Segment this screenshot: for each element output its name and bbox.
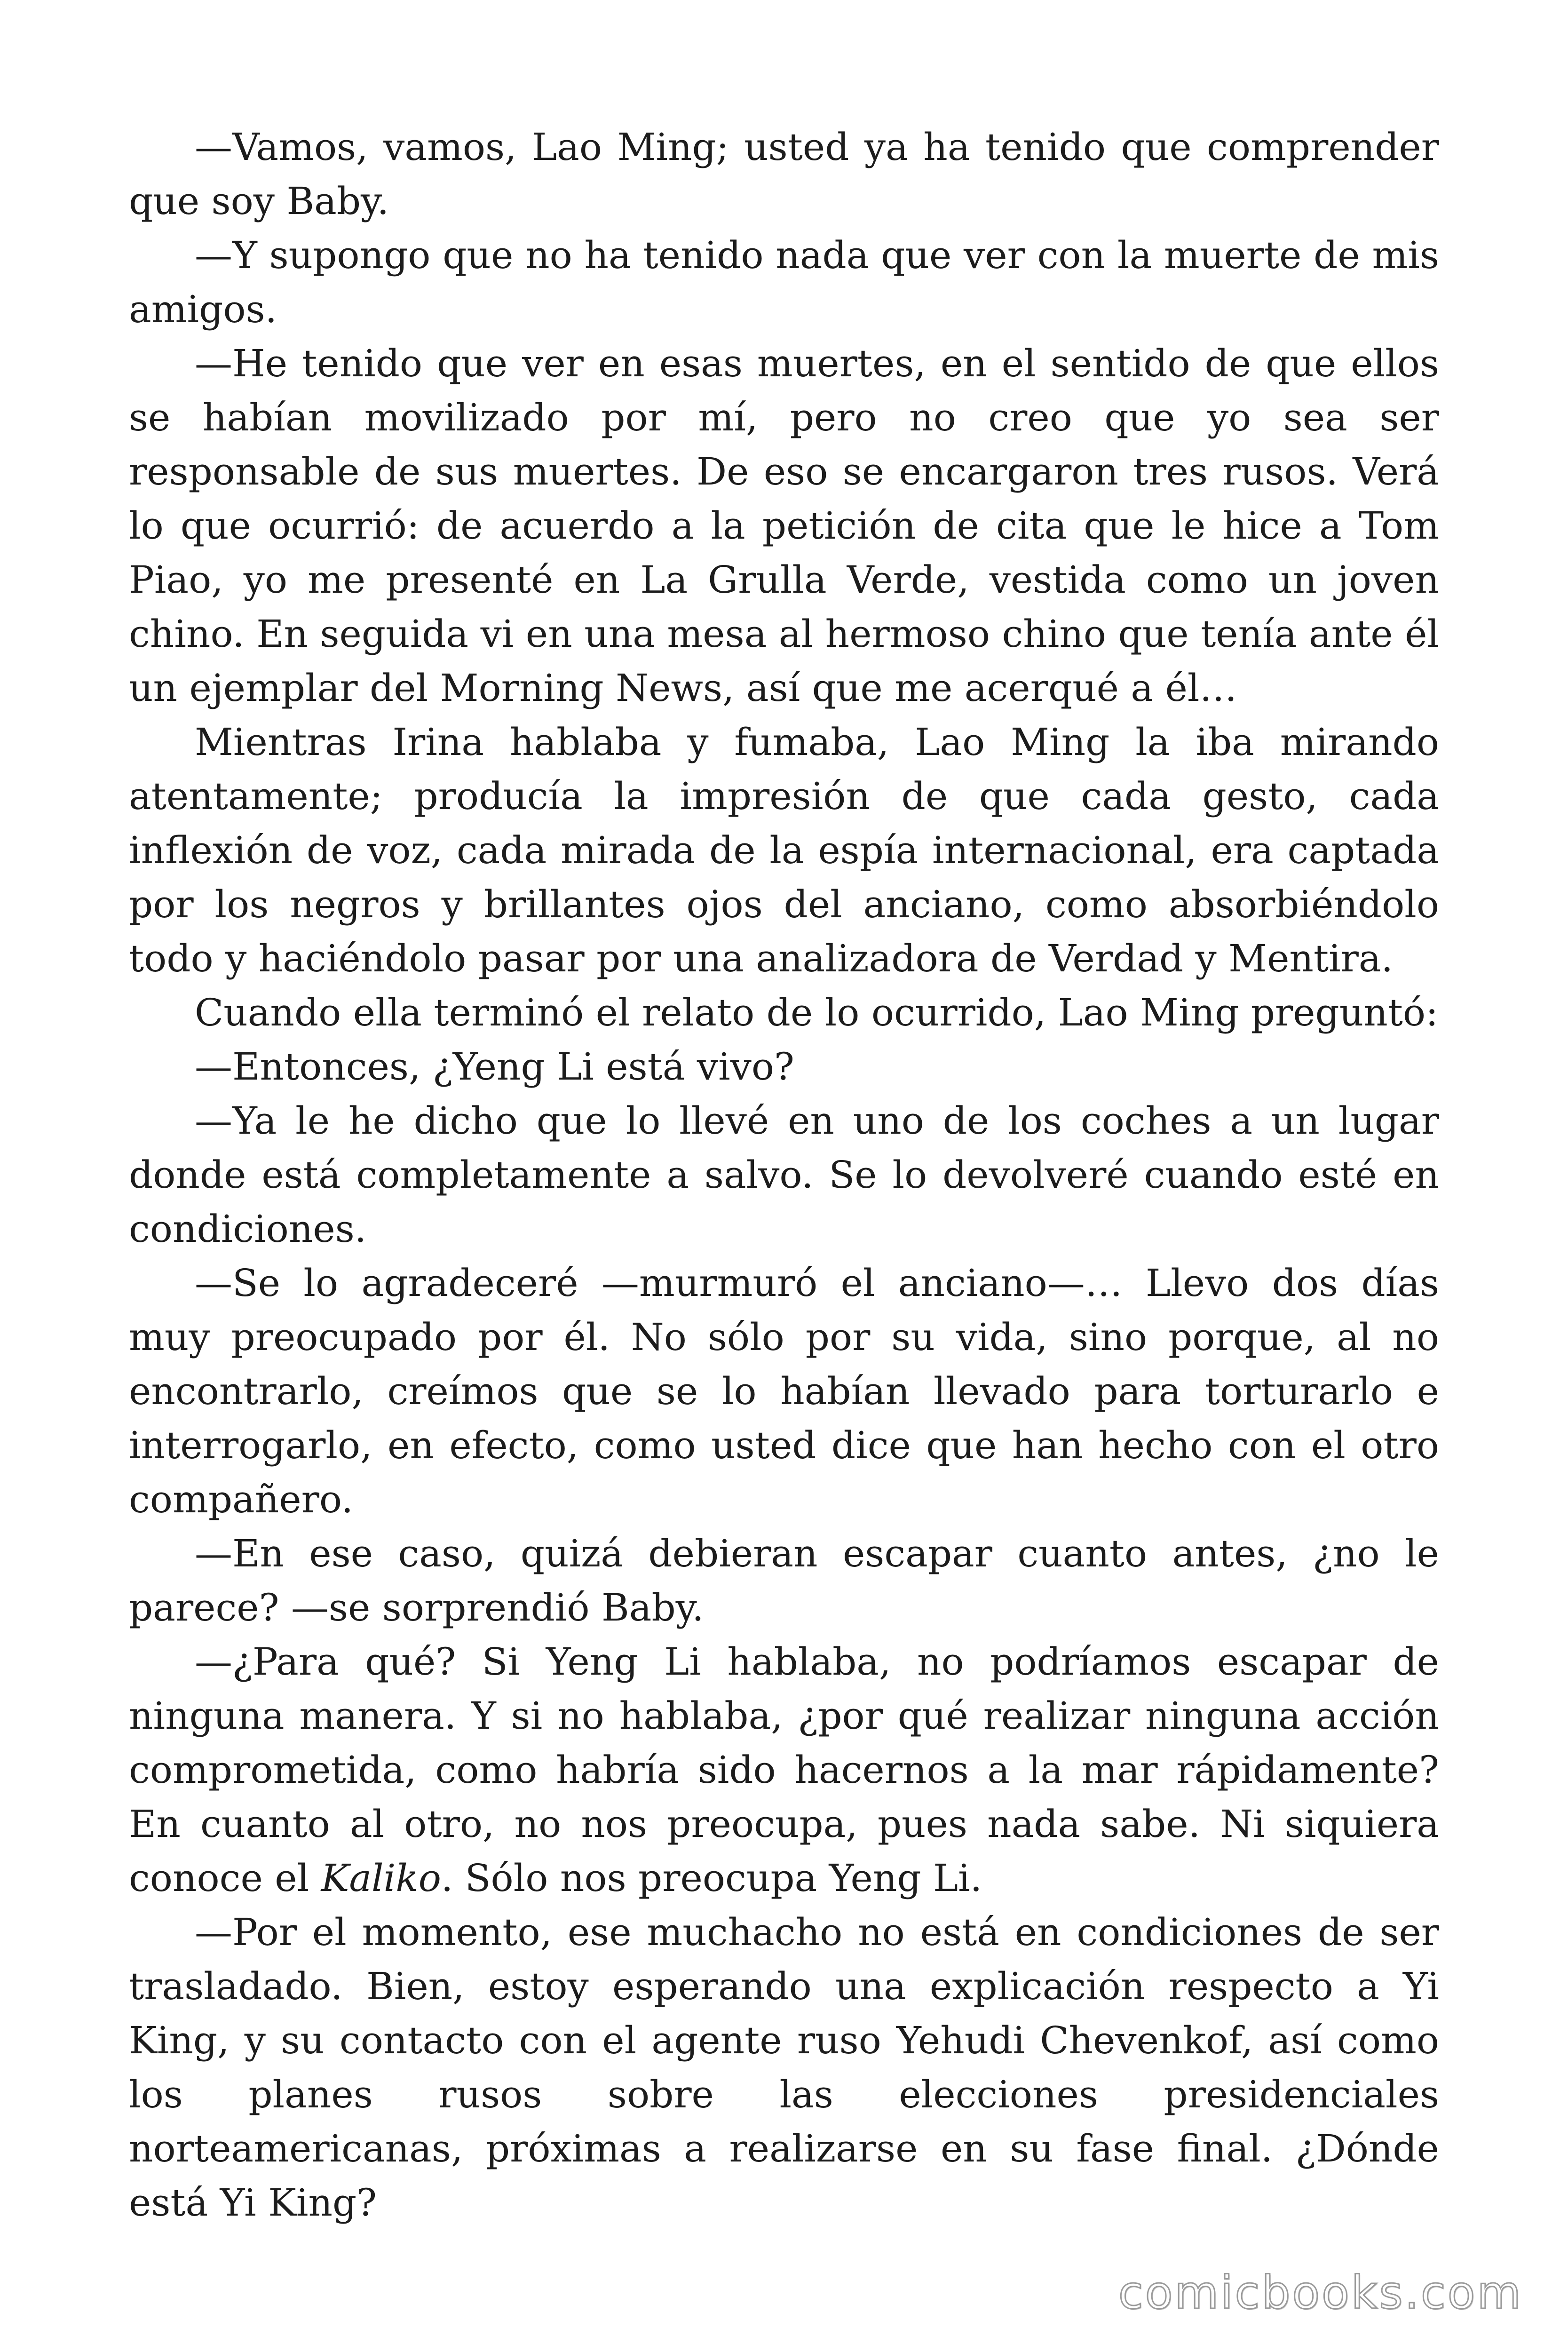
paragraph: —En ese caso, quizá debieran escapar cuanto antes, ¿no le parece? —se sorprendió Baby. <box>129 1532 1439 1629</box>
paragraph: —He tenido que ver en esas muertes, en el sentido de que ellos se habían movilizado por mí, pero no creo que yo sea ser responsable de sus muertes. De eso se encargaron tres rusos. Verá lo que ocurrió: de acuerdo a la petición de cita que le hice a Tom Piao, yo me presenté en La Grulla Verde, vestida como un joven chino. En seguida vi en una mesa al hermoso chino que tenía ante él un ejemplar del Morning News, así que me acerqué a él… <box>129 342 1439 710</box>
paragraph: —Ya le he dicho que lo llevé en uno de los coches a un lugar donde está completamente a salvo. Se lo devolveré cuando esté en condiciones. <box>129 1099 1439 1251</box>
paragraph <box>129 1635 1439 1905</box>
paragraph: —Y supongo que no ha tenido nada que ver con la muerte de mis amigos. <box>129 233 1439 331</box>
paragraph: Mientras Irina hablaba y fumaba, Lao Ming la iba mirando atentamente; producía la impresión de que cada gesto, cada inflexión de voz, cada mirada de la espía internacional, era captada por los negros y brillantes ojos del anciano, como absorbiéndolo todo y haciéndolo pasar por una analizadora de Verdad y Mentira. <box>129 720 1439 980</box>
paragraph: —Se lo agradeceré —murmuró el anciano—… Llevo dos días muy preocupado por él. No sólo por su vida, sino porque, al no encontrarlo, creímos que se lo habían llevado para torturarlo e interrogarlo, en efecto, como usted dice que han hecho con el otro compañero. <box>129 1261 1439 1521</box>
watermark-logo: comicbooks.com <box>1118 2266 1523 2319</box>
paragraph: —Por el momento, ese muchacho no está en condiciones de ser trasladado. Bien, estoy esperando una explicación respecto a Yi King, y su contacto con el agente ruso Yehudi Chevenkof, así como los planes rusos sobre las elecciones presidenciales norteamericanas, próximas a realizarse en su fase final. ¿Dónde está Yi King? <box>129 1910 1439 2225</box>
italic-ship-name: Kaliko <box>321 1856 441 1900</box>
paragraph: Cuando ella terminó el relato de lo ocurrido, Lao Ming preguntó: <box>195 991 1439 1034</box>
page-body-text <box>129 120 1439 2230</box>
paragraph: —Vamos, vamos, Lao Ming; usted ya ha tenido que comprender que soy Baby. <box>129 125 1439 223</box>
paragraph-text: . Sólo nos preocupa Yeng Li. <box>441 1856 982 1900</box>
paragraph: —Entonces, ¿Yeng Li está vivo? <box>195 1045 794 1089</box>
paragraph-text: —¿Para qué? Si Yeng Li hablaba, no podríamos escapar de ninguna manera. Y si no hablaba, ¿por qué realizar ninguna acción comprometida, como habría sido hacernos a la mar rápidamente? En cuanto al otro, no nos preocupa, pues nada sabe. Ni siquiera conoce el <box>129 1640 1439 1900</box>
